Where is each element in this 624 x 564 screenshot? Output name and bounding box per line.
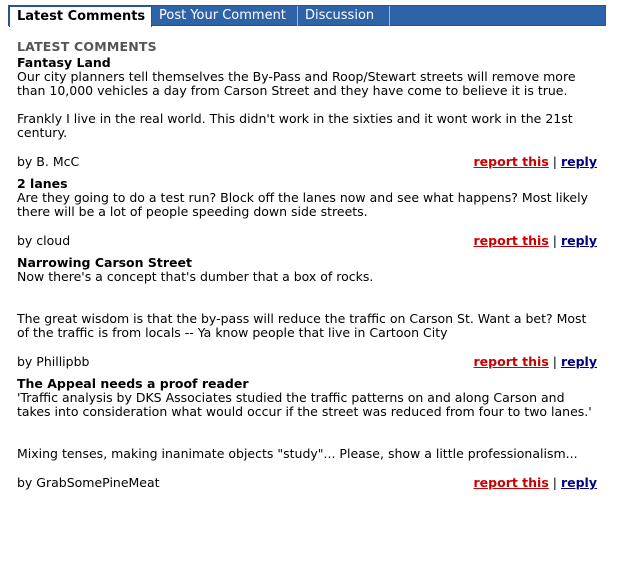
comment-title: Narrowing Carson Street — [17, 255, 192, 270]
comment-title: The Appeal needs a proof reader — [17, 376, 249, 391]
comment-body: 'Traffic analysis by DKS Associates studied the traffic patterns on and along Carson and takes into consideration what would occur if the street was reduced from four to two lanes.' — [17, 390, 592, 419]
tab-bar — [8, 5, 606, 26]
comment-author: by Phillipbb — [17, 354, 90, 369]
action-separator: | — [552, 154, 561, 169]
comment-body: Our city planners tell themselves the By-Pass and Roop/Stewart streets will remove more than 10,000 vehicles a day from Carson Street and they have come to believe it is true. — [17, 69, 580, 98]
comment-item — [17, 56, 601, 169]
comment-body: The great wisdom is that the by-pass will reduce the traffic on Carson St. Want a bet? Most of the traffic is from locals -- Ya know people that live in Cartoon City — [17, 311, 591, 340]
reply-link[interactable]: reply — [560, 233, 597, 248]
comment-item — [17, 177, 601, 248]
report-link[interactable]: report this — [473, 233, 549, 248]
report-link[interactable]: report this — [473, 154, 549, 169]
comment-footer — [17, 476, 601, 490]
report-link[interactable]: report this — [473, 354, 549, 369]
comment-footer — [17, 155, 601, 169]
action-separator: | — [552, 354, 561, 369]
action-separator: | — [552, 475, 561, 490]
tab-post-your-comment[interactable]: Post Your Comment — [152, 6, 298, 26]
comment-author: by GrabSomePineMeat — [17, 475, 160, 490]
comments-panel — [17, 32, 601, 498]
comment-body: Frankly I live in the real world. This didn't work in the sixties and it wont work in the 21st century. — [17, 111, 577, 140]
tab-discussion[interactable]: Discussion — [298, 6, 390, 26]
comment-actions — [474, 476, 597, 490]
reply-link[interactable]: reply — [560, 154, 597, 169]
report-link[interactable]: report this — [473, 475, 549, 490]
comment-body: Are they going to do a test run? Block off the lanes now and see what happens? Most likely there will be a lot of people speeding down side streets. — [17, 190, 592, 219]
comment-body: Mixing tenses, making inanimate objects "study"... Please, show a little professionalism... — [17, 446, 578, 461]
comment-title: 2 lanes — [17, 176, 68, 191]
comment-footer — [17, 234, 601, 248]
section-title: LATEST COMMENTS — [17, 39, 157, 54]
comment-item — [17, 256, 601, 369]
comment-item — [17, 377, 601, 490]
action-separator: | — [552, 233, 561, 248]
reply-link[interactable]: reply — [560, 354, 597, 369]
comment-actions — [474, 155, 597, 169]
comment-body: Now there's a concept that's dumber that a box of rocks. — [17, 269, 374, 284]
reply-link[interactable]: reply — [560, 475, 597, 490]
comment-author: by B. McC — [17, 154, 80, 169]
comment-author: by cloud — [17, 233, 71, 248]
comment-footer — [17, 355, 601, 369]
tab-latest-comments[interactable]: Latest Comments — [9, 6, 152, 27]
comment-actions — [474, 355, 597, 369]
comment-title: Fantasy Land — [17, 55, 111, 70]
comment-actions — [474, 234, 597, 248]
